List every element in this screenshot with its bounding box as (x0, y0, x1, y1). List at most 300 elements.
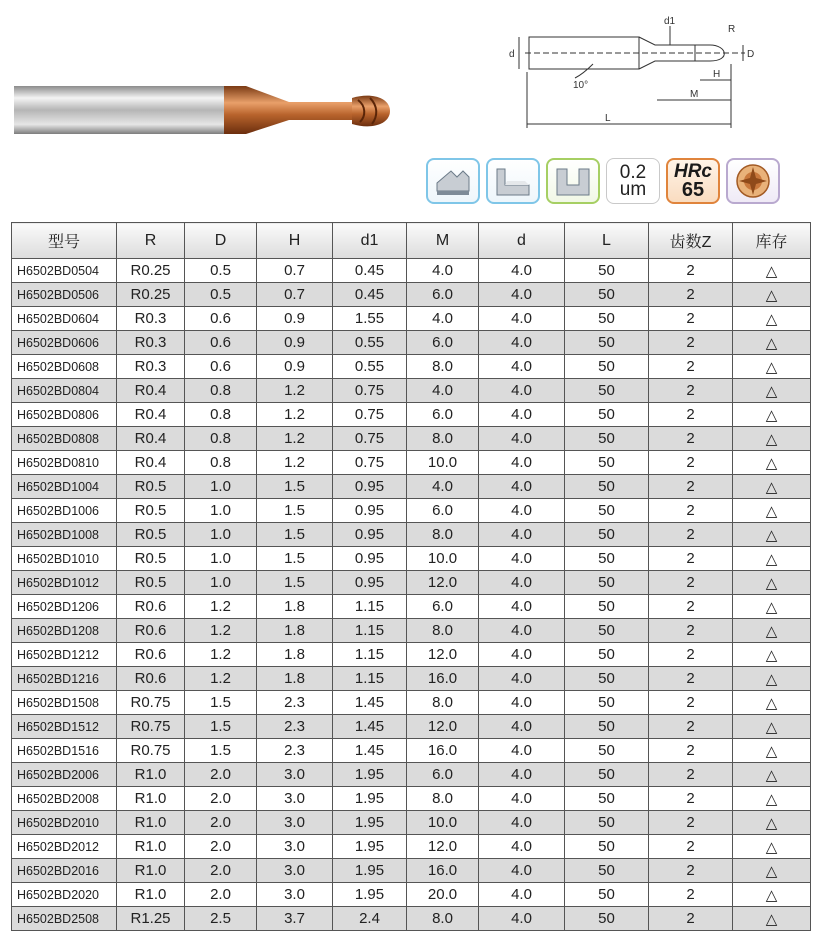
precision-value: 0.2 (619, 162, 647, 183)
cell-d1: 0.45 (333, 259, 407, 283)
cell-stock: △ (733, 403, 811, 427)
feature-icon-row (426, 158, 780, 204)
precision-unit: um (619, 179, 647, 200)
cell-H: 1.5 (257, 571, 333, 595)
table-row (12, 595, 811, 619)
cell-stock: △ (733, 859, 811, 883)
cell-M: 10.0 (407, 451, 479, 475)
cell-R: R0.5 (117, 547, 185, 571)
table-row (12, 523, 811, 547)
table-row (12, 811, 811, 835)
cell-model: H6502BD0606 (12, 331, 117, 355)
cell-L: 50 (565, 691, 649, 715)
cell-R: R0.3 (117, 331, 185, 355)
step-machining-icon (486, 158, 540, 204)
cell-d1: 0.95 (333, 547, 407, 571)
drawing-label-M: M (690, 89, 699, 100)
column-header-R: R (117, 223, 185, 259)
cell-d: 4.0 (479, 355, 565, 379)
cell-H: 0.7 (257, 283, 333, 307)
drawing-label-d: d (509, 49, 515, 60)
cell-stock: △ (733, 259, 811, 283)
cell-model: H6502BD0506 (12, 283, 117, 307)
cell-D: 2.0 (185, 883, 257, 907)
cell-d: 4.0 (479, 547, 565, 571)
cell-stock: △ (733, 643, 811, 667)
cell-flutes: 2 (649, 451, 733, 475)
cell-D: 1.5 (185, 691, 257, 715)
cell-model: H6502BD0504 (12, 259, 117, 283)
precision-badge (606, 158, 660, 204)
cell-D: 1.0 (185, 499, 257, 523)
cell-H: 1.8 (257, 619, 333, 643)
drawing-label-R: R (728, 24, 736, 35)
cell-stock: △ (733, 475, 811, 499)
cell-stock: △ (733, 547, 811, 571)
cell-stock: △ (733, 355, 811, 379)
cell-stock: △ (733, 739, 811, 763)
cell-stock: △ (733, 571, 811, 595)
table-row (12, 619, 811, 643)
cell-stock: △ (733, 787, 811, 811)
cell-R: R1.0 (117, 763, 185, 787)
cell-R: R0.25 (117, 283, 185, 307)
cell-stock: △ (733, 763, 811, 787)
table-row (12, 763, 811, 787)
cell-stock: △ (733, 619, 811, 643)
table-row (12, 787, 811, 811)
table-row (12, 379, 811, 403)
table-row (12, 355, 811, 379)
table-row (12, 307, 811, 331)
cell-d1: 1.15 (333, 619, 407, 643)
cell-model: H6502BD0604 (12, 307, 117, 331)
cell-M: 4.0 (407, 307, 479, 331)
cell-H: 1.8 (257, 595, 333, 619)
cell-model: H6502BD2006 (12, 763, 117, 787)
table-row (12, 643, 811, 667)
cell-d: 4.0 (479, 403, 565, 427)
cell-L: 50 (565, 883, 649, 907)
cell-d1: 1.95 (333, 787, 407, 811)
cell-L: 50 (565, 355, 649, 379)
cell-R: R1.0 (117, 811, 185, 835)
cell-H: 0.9 (257, 355, 333, 379)
cell-d: 4.0 (479, 691, 565, 715)
cell-d: 4.0 (479, 451, 565, 475)
cell-D: 1.0 (185, 475, 257, 499)
cell-L: 50 (565, 763, 649, 787)
cell-flutes: 2 (649, 763, 733, 787)
cell-D: 2.0 (185, 787, 257, 811)
cell-d1: 0.95 (333, 523, 407, 547)
cell-M: 6.0 (407, 763, 479, 787)
cell-D: 0.6 (185, 307, 257, 331)
drawing-label-D: D (747, 49, 755, 60)
cell-stock: △ (733, 691, 811, 715)
cell-L: 50 (565, 331, 649, 355)
cell-d1: 0.75 (333, 403, 407, 427)
table-row (12, 499, 811, 523)
cell-L: 50 (565, 499, 649, 523)
cell-model: H6502BD2016 (12, 859, 117, 883)
cell-D: 1.5 (185, 739, 257, 763)
cell-model: H6502BD1208 (12, 619, 117, 643)
cell-stock: △ (733, 835, 811, 859)
cell-d: 4.0 (479, 643, 565, 667)
cell-d1: 0.75 (333, 427, 407, 451)
cell-d: 4.0 (479, 811, 565, 835)
cell-R: R0.6 (117, 595, 185, 619)
cell-H: 0.9 (257, 307, 333, 331)
cell-d1: 0.45 (333, 283, 407, 307)
cell-d1: 0.55 (333, 355, 407, 379)
cell-L: 50 (565, 571, 649, 595)
cell-D: 1.0 (185, 523, 257, 547)
table-row (12, 403, 811, 427)
cell-L: 50 (565, 787, 649, 811)
cell-flutes: 2 (649, 691, 733, 715)
table-row (12, 859, 811, 883)
cell-flutes: 2 (649, 259, 733, 283)
cell-L: 50 (565, 475, 649, 499)
table-row (12, 331, 811, 355)
cell-flutes: 2 (649, 859, 733, 883)
cell-D: 1.2 (185, 667, 257, 691)
cell-flutes: 2 (649, 283, 733, 307)
cell-M: 8.0 (407, 355, 479, 379)
cell-model: H6502BD2010 (12, 811, 117, 835)
cell-D: 0.8 (185, 379, 257, 403)
cell-D: 2.5 (185, 907, 257, 931)
cell-flutes: 2 (649, 715, 733, 739)
cell-flutes: 2 (649, 667, 733, 691)
cell-H: 1.5 (257, 523, 333, 547)
cell-M: 6.0 (407, 403, 479, 427)
cell-M: 12.0 (407, 571, 479, 595)
cell-flutes: 2 (649, 547, 733, 571)
cell-R: R1.0 (117, 835, 185, 859)
cell-L: 50 (565, 859, 649, 883)
cell-H: 0.9 (257, 331, 333, 355)
cell-d1: 1.95 (333, 883, 407, 907)
cell-flutes: 2 (649, 571, 733, 595)
cell-D: 1.5 (185, 715, 257, 739)
coating-icon (726, 158, 780, 204)
cell-H: 3.0 (257, 883, 333, 907)
cell-M: 8.0 (407, 427, 479, 451)
cell-d1: 2.4 (333, 907, 407, 931)
cell-d1: 1.15 (333, 595, 407, 619)
cell-H: 3.0 (257, 787, 333, 811)
cell-H: 1.8 (257, 667, 333, 691)
cell-flutes: 2 (649, 835, 733, 859)
cell-flutes: 2 (649, 427, 733, 451)
cell-H: 3.0 (257, 811, 333, 835)
cell-d1: 1.95 (333, 811, 407, 835)
cell-flutes: 2 (649, 619, 733, 643)
cell-d: 4.0 (479, 715, 565, 739)
cell-model: H6502BD0808 (12, 427, 117, 451)
cell-H: 1.5 (257, 547, 333, 571)
cell-model: H6502BD0804 (12, 379, 117, 403)
cell-d: 4.0 (479, 499, 565, 523)
cell-M: 4.0 (407, 475, 479, 499)
cell-M: 6.0 (407, 499, 479, 523)
cell-M: 12.0 (407, 643, 479, 667)
cell-flutes: 2 (649, 739, 733, 763)
cell-d: 4.0 (479, 619, 565, 643)
cell-R: R1.25 (117, 907, 185, 931)
cell-R: R0.75 (117, 715, 185, 739)
cell-d1: 1.95 (333, 763, 407, 787)
table-row (12, 739, 811, 763)
cell-R: R0.3 (117, 355, 185, 379)
cell-R: R0.5 (117, 523, 185, 547)
column-header-L: L (565, 223, 649, 259)
cell-model: H6502BD2008 (12, 787, 117, 811)
cell-d: 4.0 (479, 595, 565, 619)
cell-R: R0.5 (117, 475, 185, 499)
cell-d1: 1.95 (333, 835, 407, 859)
cell-L: 50 (565, 595, 649, 619)
cell-R: R0.75 (117, 691, 185, 715)
hardness-label: HRc (673, 161, 712, 182)
cell-flutes: 2 (649, 355, 733, 379)
cell-L: 50 (565, 619, 649, 643)
cell-H: 3.0 (257, 763, 333, 787)
cell-flutes: 2 (649, 499, 733, 523)
cell-L: 50 (565, 427, 649, 451)
cell-M: 8.0 (407, 619, 479, 643)
cell-H: 2.3 (257, 715, 333, 739)
cell-d1: 1.15 (333, 667, 407, 691)
cell-M: 10.0 (407, 547, 479, 571)
cell-D: 1.0 (185, 571, 257, 595)
table-row (12, 883, 811, 907)
end-mill-photo (14, 82, 394, 142)
cell-H: 1.2 (257, 427, 333, 451)
cell-model: H6502BD1004 (12, 475, 117, 499)
cell-d: 4.0 (479, 331, 565, 355)
cell-D: 2.0 (185, 811, 257, 835)
column-header-M: M (407, 223, 479, 259)
cell-H: 3.0 (257, 835, 333, 859)
cell-H: 2.3 (257, 739, 333, 763)
cell-M: 20.0 (407, 883, 479, 907)
cell-flutes: 2 (649, 883, 733, 907)
cell-d: 4.0 (479, 859, 565, 883)
cell-flutes: 2 (649, 787, 733, 811)
cell-flutes: 2 (649, 907, 733, 931)
cell-flutes: 2 (649, 475, 733, 499)
cell-L: 50 (565, 835, 649, 859)
cell-model: H6502BD2020 (12, 883, 117, 907)
cell-M: 16.0 (407, 859, 479, 883)
cell-model: H6502BD1206 (12, 595, 117, 619)
cell-stock: △ (733, 595, 811, 619)
cell-stock: △ (733, 307, 811, 331)
cell-L: 50 (565, 547, 649, 571)
cell-R: R0.4 (117, 427, 185, 451)
cell-H: 1.5 (257, 499, 333, 523)
cell-R: R0.4 (117, 451, 185, 475)
cell-d1: 0.95 (333, 475, 407, 499)
cell-model: H6502BD1212 (12, 643, 117, 667)
cell-H: 1.2 (257, 403, 333, 427)
slot-machining-icon (546, 158, 600, 204)
cell-D: 0.6 (185, 355, 257, 379)
cell-R: R0.5 (117, 571, 185, 595)
cell-d: 4.0 (479, 883, 565, 907)
cell-M: 8.0 (407, 691, 479, 715)
drawing-label-d1: d1 (664, 16, 676, 27)
cell-L: 50 (565, 811, 649, 835)
cell-M: 8.0 (407, 523, 479, 547)
table-body (12, 259, 811, 931)
cell-d1: 1.45 (333, 691, 407, 715)
cell-M: 6.0 (407, 595, 479, 619)
cell-model: H6502BD1006 (12, 499, 117, 523)
cell-stock: △ (733, 907, 811, 931)
cell-D: 0.6 (185, 331, 257, 355)
cell-flutes: 2 (649, 523, 733, 547)
cell-stock: △ (733, 451, 811, 475)
cell-L: 50 (565, 451, 649, 475)
cell-model: H6502BD0608 (12, 355, 117, 379)
table-row (12, 667, 811, 691)
cell-R: R1.0 (117, 883, 185, 907)
cell-d: 4.0 (479, 475, 565, 499)
cell-M: 8.0 (407, 907, 479, 931)
column-header-model: 型号 (12, 223, 117, 259)
cell-D: 1.2 (185, 619, 257, 643)
cell-d1: 1.45 (333, 739, 407, 763)
table-row (12, 547, 811, 571)
cell-d: 4.0 (479, 907, 565, 931)
cell-d1: 1.95 (333, 859, 407, 883)
cell-d: 4.0 (479, 763, 565, 787)
table-row (12, 715, 811, 739)
table-header-row (12, 223, 811, 259)
cell-flutes: 2 (649, 811, 733, 835)
cell-D: 2.0 (185, 859, 257, 883)
table-row (12, 835, 811, 859)
cell-M: 6.0 (407, 283, 479, 307)
cell-d1: 0.55 (333, 331, 407, 355)
cell-d: 4.0 (479, 787, 565, 811)
cell-L: 50 (565, 643, 649, 667)
cell-flutes: 2 (649, 379, 733, 403)
cell-D: 1.2 (185, 643, 257, 667)
cell-d1: 1.45 (333, 715, 407, 739)
cell-L: 50 (565, 523, 649, 547)
table-row (12, 691, 811, 715)
cell-model: H6502BD1216 (12, 667, 117, 691)
cell-L: 50 (565, 307, 649, 331)
cell-flutes: 2 (649, 643, 733, 667)
cell-D: 2.0 (185, 835, 257, 859)
cell-stock: △ (733, 379, 811, 403)
cell-d1: 1.15 (333, 643, 407, 667)
cell-d1: 0.95 (333, 571, 407, 595)
cell-H: 1.5 (257, 475, 333, 499)
cell-D: 1.0 (185, 547, 257, 571)
cell-M: 16.0 (407, 739, 479, 763)
cell-R: R0.4 (117, 403, 185, 427)
cell-d: 4.0 (479, 835, 565, 859)
cell-d: 4.0 (479, 259, 565, 283)
cell-H: 0.7 (257, 259, 333, 283)
drawing-label-L: L (605, 113, 611, 124)
cell-L: 50 (565, 403, 649, 427)
cell-D: 0.5 (185, 259, 257, 283)
column-header-d: d (479, 223, 565, 259)
cell-d: 4.0 (479, 523, 565, 547)
cell-R: R1.0 (117, 787, 185, 811)
table-row (12, 475, 811, 499)
cell-model: H6502BD1010 (12, 547, 117, 571)
cell-H: 2.3 (257, 691, 333, 715)
cell-stock: △ (733, 331, 811, 355)
table-row (12, 451, 811, 475)
table-row (12, 283, 811, 307)
cell-D: 0.8 (185, 451, 257, 475)
hardness-value: 65 (681, 179, 705, 201)
cell-R: R0.4 (117, 379, 185, 403)
cell-D: 2.0 (185, 763, 257, 787)
column-header-flutes: 齿数Z (649, 223, 733, 259)
cell-L: 50 (565, 379, 649, 403)
cell-d: 4.0 (479, 307, 565, 331)
cell-d: 4.0 (479, 427, 565, 451)
cell-M: 12.0 (407, 835, 479, 859)
column-header-D: D (185, 223, 257, 259)
table-row (12, 907, 811, 931)
cell-R: R0.6 (117, 643, 185, 667)
cell-R: R0.6 (117, 667, 185, 691)
cell-model: H6502BD1516 (12, 739, 117, 763)
column-header-d1: d1 (333, 223, 407, 259)
cell-d: 4.0 (479, 739, 565, 763)
cell-M: 6.0 (407, 331, 479, 355)
cell-stock: △ (733, 523, 811, 547)
cell-model: H6502BD0806 (12, 403, 117, 427)
cell-L: 50 (565, 283, 649, 307)
cell-d: 4.0 (479, 667, 565, 691)
cell-stock: △ (733, 427, 811, 451)
cell-M: 4.0 (407, 259, 479, 283)
cell-stock: △ (733, 499, 811, 523)
cell-d1: 1.55 (333, 307, 407, 331)
cell-R: R1.0 (117, 859, 185, 883)
cell-stock: △ (733, 283, 811, 307)
cell-H: 3.0 (257, 859, 333, 883)
cell-stock: △ (733, 715, 811, 739)
cell-H: 1.8 (257, 643, 333, 667)
cell-D: 0.5 (185, 283, 257, 307)
drawing-label-H: H (713, 69, 721, 80)
cell-R: R0.6 (117, 619, 185, 643)
cell-flutes: 2 (649, 331, 733, 355)
cell-M: 10.0 (407, 811, 479, 835)
cell-D: 0.8 (185, 403, 257, 427)
cell-stock: △ (733, 883, 811, 907)
cell-flutes: 2 (649, 595, 733, 619)
cell-R: R0.25 (117, 259, 185, 283)
cell-model: H6502BD1512 (12, 715, 117, 739)
cell-d: 4.0 (479, 571, 565, 595)
